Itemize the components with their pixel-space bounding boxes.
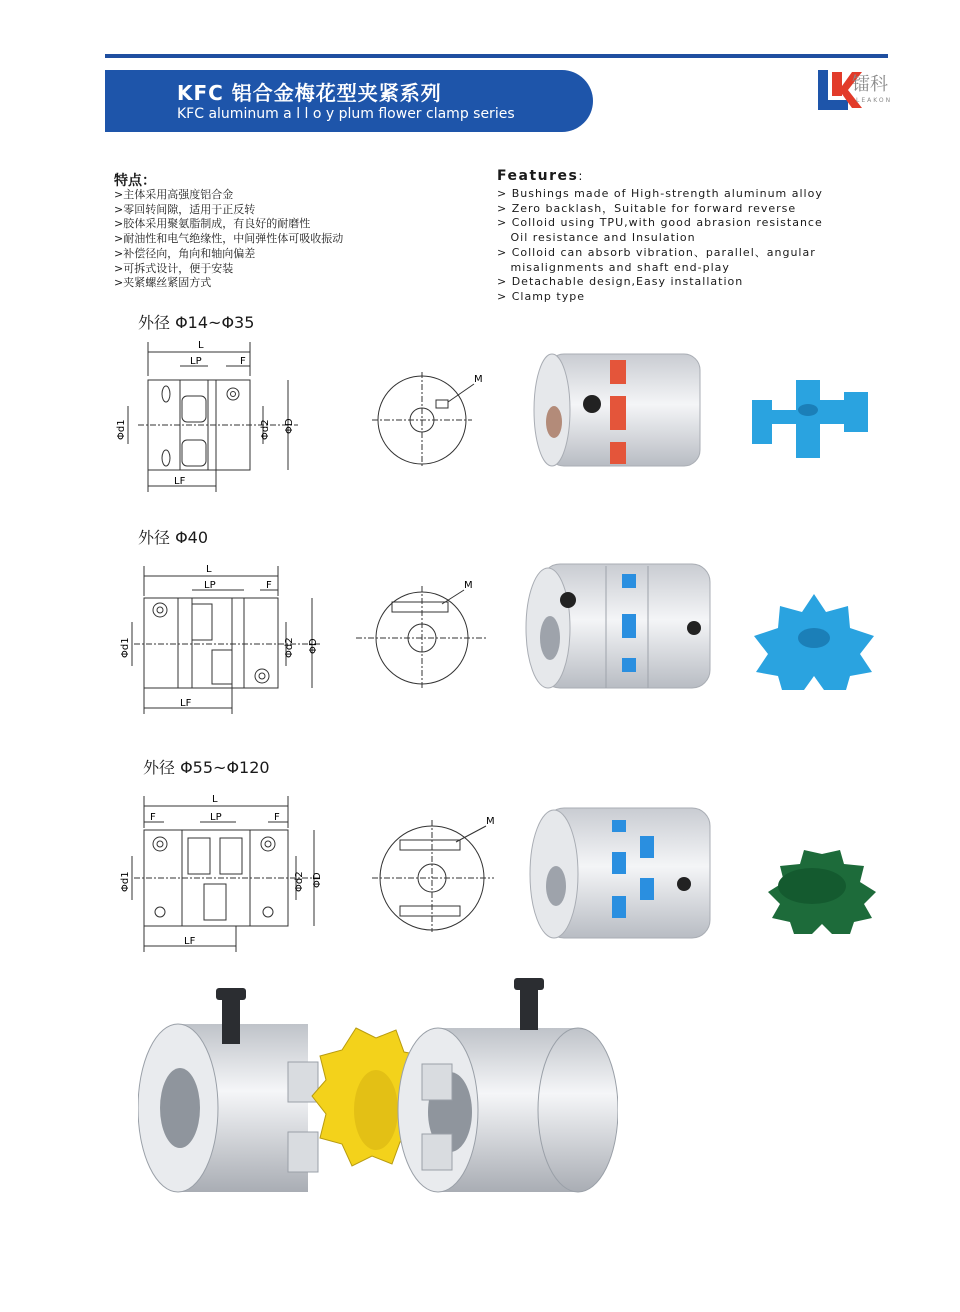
features-heading-text: Features: [497, 168, 579, 184]
feature-en-item: > Colloid can absorb vibration、parallel、angular: [497, 245, 816, 259]
section-title-3: 外径 Φ55~Φ120: [143, 758, 270, 777]
dim-LF: LF: [180, 698, 192, 709]
dim-d1: Φd1: [120, 871, 131, 892]
feature-en-item: misalignments and shaft end-play: [497, 260, 730, 274]
feature-en-item: > Colloid using TPU,with good abrasion resistance: [497, 216, 823, 230]
coupling-photo-2: [518, 558, 718, 698]
feature-en-item: > Detachable design,Easy installation: [497, 275, 744, 289]
dim-D: ΦD: [312, 872, 323, 888]
feature-cn-item: >补偿径向，角向和轴向偏差: [114, 246, 256, 260]
section-title-2: 外径 Φ40: [138, 528, 209, 547]
feature-en-item: > Zero backlash，Suitable for forward reverse: [497, 201, 797, 215]
dim-L: L: [206, 564, 212, 575]
section-title-1: 外径 Φ14~Φ35: [138, 313, 255, 332]
dim-d1: Φd1: [116, 419, 127, 440]
feature-cn-item: >主体采用高强度铝合金: [114, 188, 234, 201]
dim-M: M: [486, 816, 495, 827]
features-heading-colon: :: [578, 169, 584, 183]
dim-d2: Φd2: [294, 871, 305, 892]
feature-cn-item: >夹紧螺丝紧固方式: [114, 276, 212, 290]
dim-d2: Φd2: [260, 419, 271, 440]
side-view-drawing-1: [108, 336, 308, 496]
feature-en-item: > Bushings made of High-strength aluminum alloy: [497, 187, 823, 200]
dim-F-right: F: [274, 812, 280, 823]
dim-D: ΦD: [284, 418, 295, 434]
dim-d1: Φd1: [120, 637, 131, 658]
page-title: KFC 铝合金梅花型夹紧系列: [177, 81, 442, 105]
spider-photo-1: [748, 376, 876, 466]
dim-LP: LP: [210, 812, 222, 823]
dim-F: F: [240, 356, 246, 367]
features-list-cn: [114, 188, 343, 291]
logo-chinese: 镭科: [852, 74, 888, 95]
dim-d2: Φd2: [284, 637, 295, 658]
dim-LF: LF: [184, 936, 196, 947]
end-view-drawing-2: [352, 578, 492, 690]
dim-F-left: F: [150, 812, 156, 823]
dim-L: L: [212, 794, 218, 805]
dim-M: M: [464, 580, 473, 591]
side-view-drawing-3: [108, 790, 328, 956]
dim-L: L: [198, 340, 204, 351]
dim-LP: LP: [190, 356, 202, 367]
feature-cn-item: >耐油性和电气绝缘性，中间弹性体可吸收振动: [114, 232, 344, 246]
coupling-photo-1: [528, 350, 708, 480]
page-subtitle: KFC aluminum a l l o y plum flower clamp series: [177, 106, 515, 122]
logo-english: LEAKON: [856, 97, 893, 104]
end-view-drawing-3: [368, 812, 508, 932]
features-heading-cn: 特点：: [114, 173, 156, 189]
feature-en-item: > Clamp type: [497, 289, 585, 303]
feature-cn-item: >可拆式设计，便于安装: [114, 261, 234, 275]
features-list-en: [497, 187, 823, 305]
dim-LF: LF: [174, 476, 186, 487]
coupling-photo-3: [520, 802, 720, 946]
dim-M: M: [474, 374, 483, 385]
features-heading-en: [497, 168, 584, 184]
dim-F: F: [266, 580, 272, 591]
feature-cn-item: >胶体采用聚氨脂制成，有良好的耐磨性: [114, 217, 311, 231]
spider-photo-2: [744, 590, 886, 690]
header-rule: [105, 54, 888, 58]
spider-photo-3: [740, 840, 884, 936]
feature-en-item: Oil resistance and Insulation: [497, 231, 696, 245]
dim-D: ΦD: [308, 638, 319, 654]
feature-cn-item: >零回转间隙，适用于正反转: [114, 202, 256, 216]
end-view-drawing-1: [370, 370, 490, 470]
title-banner: [105, 70, 593, 132]
exploded-assembly-illustration: [138, 972, 618, 1212]
side-view-drawing-2: [108, 560, 328, 720]
dim-LP: LP: [204, 580, 216, 591]
